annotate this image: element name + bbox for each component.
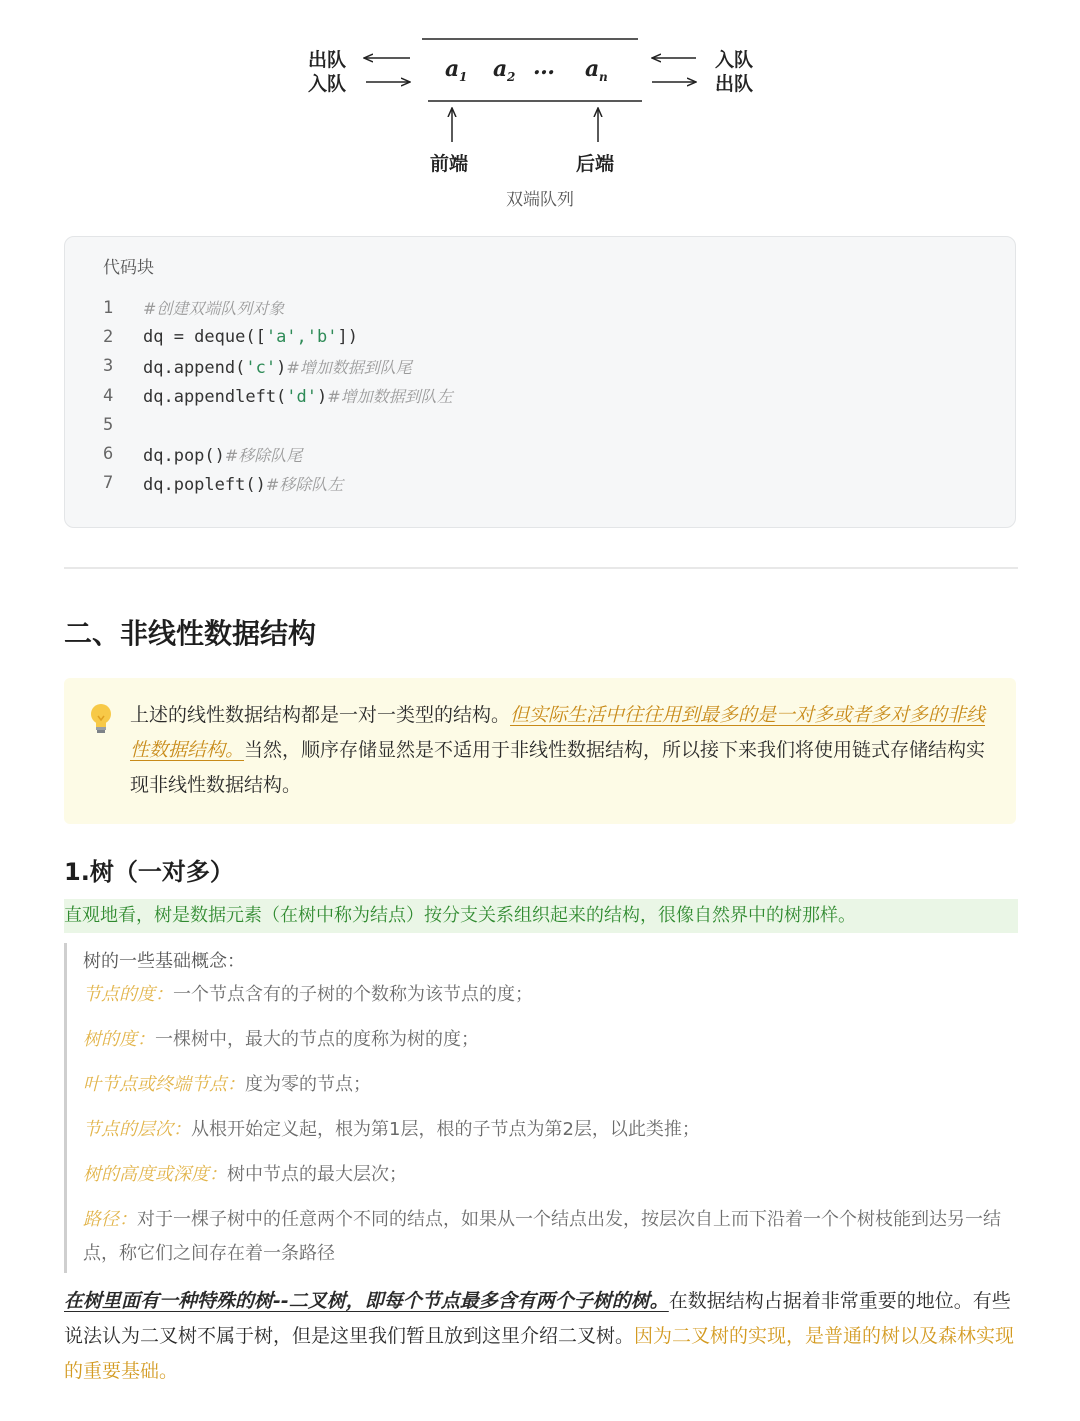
code-str: 'c' xyxy=(245,357,277,378)
label-left-dequeue: 出队 xyxy=(308,49,347,71)
code-text xyxy=(143,355,412,378)
concept-item xyxy=(83,978,1023,1012)
concept-item xyxy=(83,1203,1023,1271)
line-number: 1 xyxy=(103,297,114,318)
code-pre: dq.append( xyxy=(143,357,246,378)
divider xyxy=(64,567,1018,569)
code-line xyxy=(65,439,1015,468)
item-a1-sub: 1 xyxy=(459,70,468,84)
diagram-caption: 双端队列 xyxy=(506,190,574,210)
code-text xyxy=(143,384,453,407)
item-a2-sub: 2 xyxy=(507,70,516,84)
concept-item xyxy=(83,1068,1023,1102)
concept-term: 树的高度或深度： xyxy=(83,1164,227,1185)
item-an-sub: n xyxy=(599,70,608,84)
concept-desc: 树中节点的最大层次； xyxy=(227,1164,407,1185)
binary-tree-paragraph xyxy=(64,1284,1024,1389)
callout-text-part2: 当然，顺序存储显然是不适用于非线性数据结构，所以接下来我们将使用链式存储结构实现非线性数据结构。 xyxy=(130,739,986,796)
concept-term: 路径： xyxy=(83,1209,137,1230)
code-pre: dq.popleft() xyxy=(143,474,266,495)
label-right-dequeue: 出队 xyxy=(715,73,754,95)
code-comment: #移除队左 xyxy=(265,474,344,494)
code-text xyxy=(143,296,284,319)
code-line xyxy=(65,322,1015,351)
item-a2: a xyxy=(493,56,508,82)
concept-term: 节点的层次： xyxy=(83,1119,191,1140)
line-number: 4 xyxy=(103,385,114,406)
concept-desc: 从根开始定义起，根为第1层，根的子节点为第2层，以此类推； xyxy=(191,1119,700,1140)
code-line xyxy=(65,352,1015,381)
concepts-title: 树的一些基础概念： xyxy=(83,951,245,972)
callout-text xyxy=(130,698,996,803)
lightbulb-icon xyxy=(88,702,114,736)
label-front: 前端 xyxy=(430,153,469,175)
code-text xyxy=(143,327,358,347)
callout-highlight: 但实际生活中往往用到最多的是一对多或者多对多的非线性数据结构。 xyxy=(130,704,986,761)
callout-text-part1: 上述的线性数据结构都是一对一类型的结构。 xyxy=(130,704,511,726)
code-comment: #创建双端队列对象 xyxy=(143,299,285,319)
section-title: 二、非线性数据结构 xyxy=(64,617,317,650)
tree-intro: 直观地看，树是数据元素（在树中称为结点）按分支关系组织起来的结构，很像自然界中的树那样。 xyxy=(64,899,1018,933)
label-right-enqueue: 入队 xyxy=(715,49,754,71)
binary-tree-emphasis: 在树里面有一种特殊的树--二叉树，即每个节点最多含有两个子树的树。 xyxy=(64,1290,669,1312)
code-post: ) xyxy=(276,357,287,378)
code-line xyxy=(65,410,1015,439)
concepts-quote xyxy=(64,943,1018,1273)
code-post: ) xyxy=(317,387,328,408)
line-number: 3 xyxy=(103,356,114,377)
concept-desc: 一个节点含有的子树的个数称为该节点的度； xyxy=(173,984,533,1005)
code-block xyxy=(64,236,1016,528)
line-number: 2 xyxy=(103,326,114,347)
binary-tree-highlight: 因为二叉树的实现，是普通的树以及森林实现的重要基础。 xyxy=(64,1325,1015,1382)
concept-term: 节点的度： xyxy=(83,984,173,1005)
concept-item xyxy=(83,1113,1023,1147)
concept-desc: 一棵树中，最大的节点的度称为树的度； xyxy=(155,1029,479,1050)
concept-desc: 对于一棵子树中的任意两个不同的结点，如果从一个结点出发，按层次自上而下沿着一个个树枝能到达另一结点，称它们之间存在着一条路径 xyxy=(83,1209,1001,1264)
code-post: ]) xyxy=(337,326,358,347)
code-comment: #增加数据到队尾 xyxy=(286,357,412,377)
code-str: 'd' xyxy=(286,387,318,408)
concept-term: 树的度： xyxy=(83,1029,155,1050)
tree-heading: 1.树（一对多） xyxy=(64,858,234,886)
code-lines xyxy=(65,293,1015,498)
item-dots: … xyxy=(533,54,555,80)
code-comment: #增加数据到队左 xyxy=(327,387,453,407)
item-an: a xyxy=(585,56,600,82)
code-pre: dq = deque([ xyxy=(143,326,266,347)
item-a1: a xyxy=(445,56,460,82)
code-pre: dq.appendleft( xyxy=(143,387,287,408)
code-str: 'a','b' xyxy=(265,326,338,347)
code-block-title: 代码块 xyxy=(103,258,154,278)
binary-tree-text: 在数据结构占据着非常重要的地位。有些说法认为二叉树不属于树，但是这里我们暂且放到这里介绍二叉树。 xyxy=(64,1290,1011,1347)
code-text xyxy=(143,443,302,466)
concept-item xyxy=(83,1023,1023,1057)
code-pre: dq.pop() xyxy=(143,445,225,466)
line-number: 5 xyxy=(103,414,114,435)
code-text xyxy=(143,472,343,495)
label-rear: 后端 xyxy=(576,153,615,175)
label-left-enqueue: 入队 xyxy=(308,73,347,95)
callout-box xyxy=(64,678,1016,824)
concept-desc: 度为零的节点； xyxy=(245,1074,371,1095)
line-number: 7 xyxy=(103,473,114,494)
code-line xyxy=(65,469,1015,498)
concept-item xyxy=(83,1158,1023,1192)
code-comment: #移除队尾 xyxy=(224,445,303,465)
line-number: 6 xyxy=(103,444,114,465)
deque-diagram xyxy=(0,0,1080,230)
code-line xyxy=(65,381,1015,410)
concept-term: 叶节点或终端节点： xyxy=(83,1074,245,1095)
code-line xyxy=(65,293,1015,322)
